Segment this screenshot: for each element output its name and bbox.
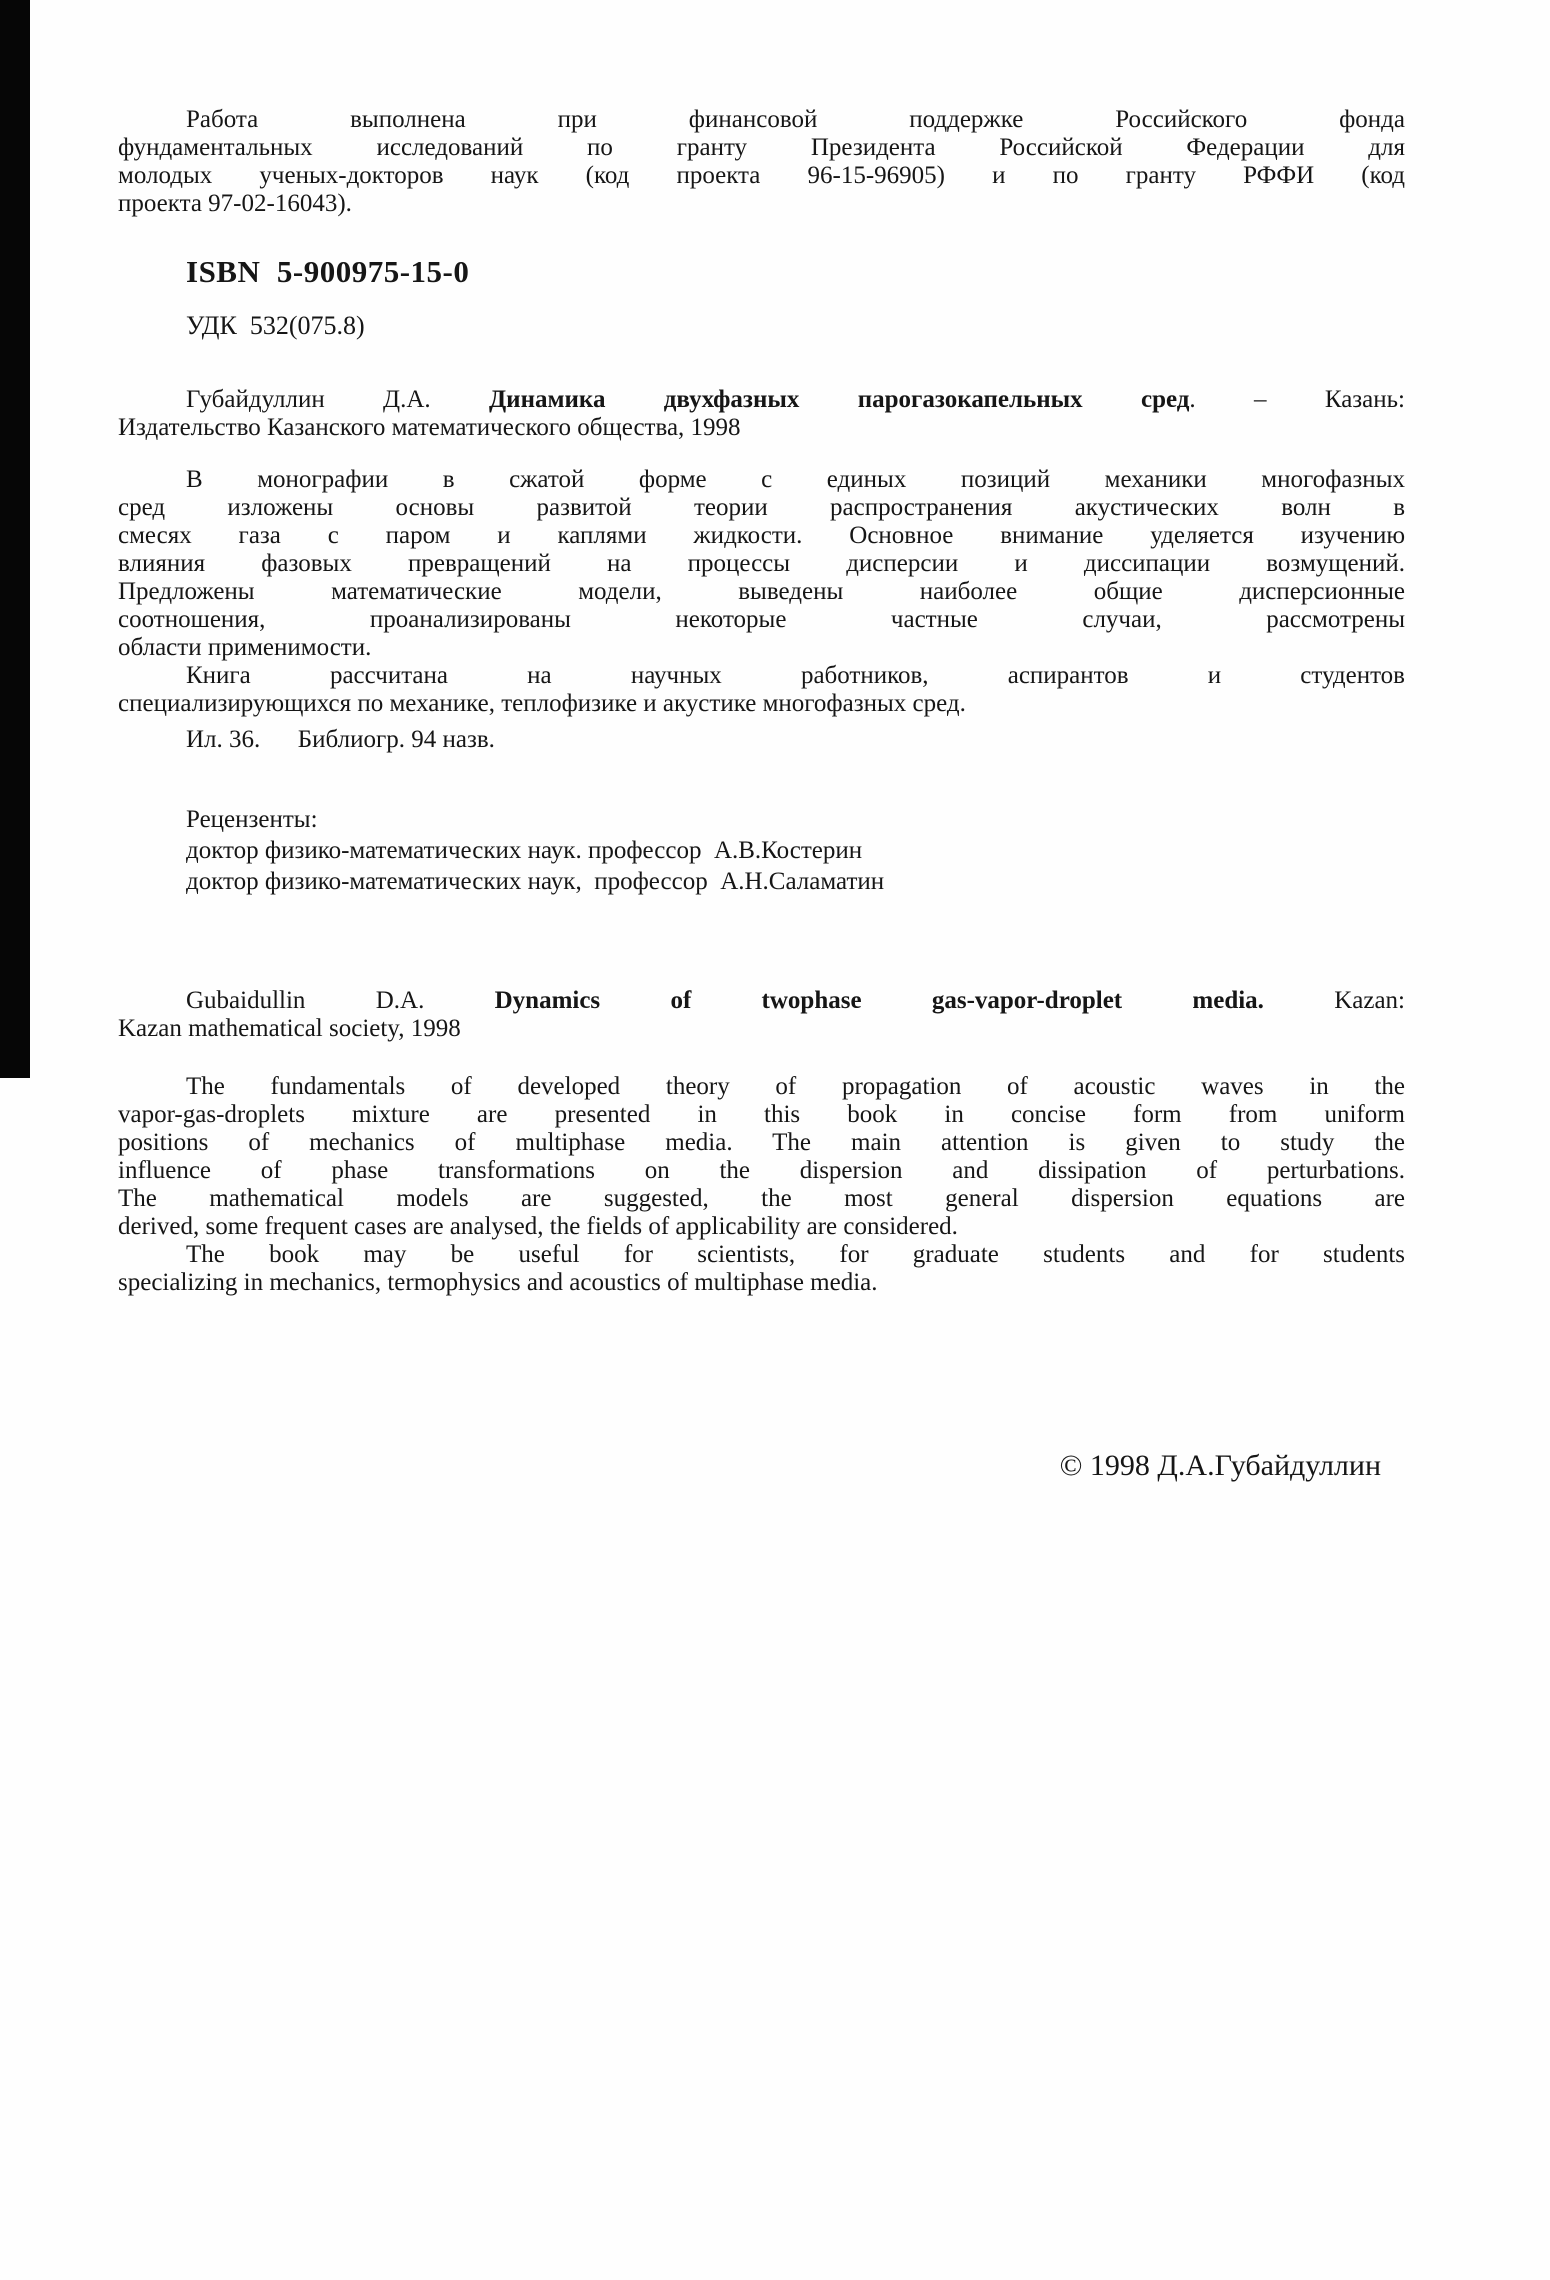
text-line: смесях газа с паром и каплями жидкости. Основное внимание уделяется изучению <box>118 522 1405 549</box>
russian-abstract-paragraph-2 <box>118 662 1405 718</box>
copyright-line: © 1998 Д.А.Губайдуллин <box>1059 1449 1381 1482</box>
english-citation <box>118 987 1405 1043</box>
text-line: области применимости. <box>118 634 372 661</box>
english-abstract-paragraph-1 <box>118 1073 1405 1241</box>
text-line: derived, some frequent cases are analysed, the fields of applicability are considered. <box>118 1213 958 1240</box>
text-line: соотношения, проанализированы некоторые частные случаи, рассмотрены <box>118 606 1405 633</box>
english-citation-place: Kazan: <box>1263 987 1405 1014</box>
text-line: молодых ученых-докторов наук (код проекта 96-15-96905) и по гранту РФФИ (код <box>118 162 1405 189</box>
scan-artifact-bar <box>0 0 30 1078</box>
russian-abstract-paragraph-1 <box>118 466 1405 662</box>
russian-citation-title: Динамика двухфазных парогазокапельных сред <box>488 386 1190 413</box>
english-citation-author: Gubaidullin D.A. <box>186 987 495 1014</box>
text-line: В монографии в сжатой форме с единых позиций механики многофазных <box>186 466 1405 493</box>
english-citation-line-2: Kazan mathematical society, 1998 <box>118 1015 461 1042</box>
english-citation-line-1 <box>118 987 1405 1015</box>
isbn-line: ISBN 5-900975-15-0 <box>186 254 470 289</box>
illustrations-bibliography-note: Ил. 36. Библиогр. 94 назв. <box>186 726 495 753</box>
text-line: фундаментальных исследований по гранту Президента Российской Федерации для <box>118 134 1405 161</box>
russian-citation-line-1 <box>118 386 1405 414</box>
page-content <box>118 106 1405 1483</box>
reviewers-block <box>186 804 1405 897</box>
russian-citation <box>118 386 1405 442</box>
text-line: Работа выполнена при финансовой поддержке Российского фонда <box>186 106 1405 133</box>
text-line: влияния фазовых превращений на процессы дисперсии и диссипации возмущений. <box>118 550 1405 577</box>
text-line: проекта 97-02-16043). <box>118 190 352 217</box>
udk-line: УДК 532(075.8) <box>186 311 365 340</box>
text-line: Предложены математические модели, выведены наиболее общие дисперсионные <box>118 578 1405 605</box>
text-line: Книга рассчитана на научных работников, аспирантов и студентов <box>186 662 1405 689</box>
russian-citation-author: Губайдуллин Д.А. <box>186 386 489 413</box>
reviewers-label: Рецензенты: <box>186 806 318 833</box>
russian-citation-line-2: Издательство Казанского математического общества, 1998 <box>118 414 741 441</box>
text-line: specializing in mechanics, termophysics and acoustics of multiphase media. <box>118 1269 878 1296</box>
text-line: The book may be useful for scientists, for graduate students and for students <box>186 1241 1405 1268</box>
text-line: influence of phase transformations on the dispersion and dissipation of perturbations. <box>118 1157 1405 1184</box>
text-line: сред изложены основы развитой теории распространения акустических волн в <box>118 494 1405 521</box>
english-citation-title: Dynamics of twophase gas-vapor-droplet media. <box>494 987 1264 1014</box>
english-abstract-paragraph-2 <box>118 1241 1405 1297</box>
reviewer-entry: доктор физико-математических наук. профессор А.В.Костерин <box>186 837 863 864</box>
russian-citation-place: . – Казань: <box>1189 386 1405 413</box>
reviewer-entry: доктор физико-математических наук, профессор А.Н.Саламатин <box>186 868 885 895</box>
text-line: The fundamentals of developed theory of propagation of acoustic waves in the <box>186 1073 1405 1100</box>
text-line: vapor-gas-droplets mixture are presented in this book in concise form from uniform <box>118 1101 1405 1128</box>
funding-note <box>118 106 1405 218</box>
text-line: The mathematical models are suggested, the most general dispersion equations are <box>118 1185 1405 1212</box>
text-line: positions of mechanics of multiphase media. The main attention is given to study the <box>118 1129 1405 1156</box>
text-line: специализирующихся по механике, теплофизике и акустике многофазных сред. <box>118 690 966 717</box>
